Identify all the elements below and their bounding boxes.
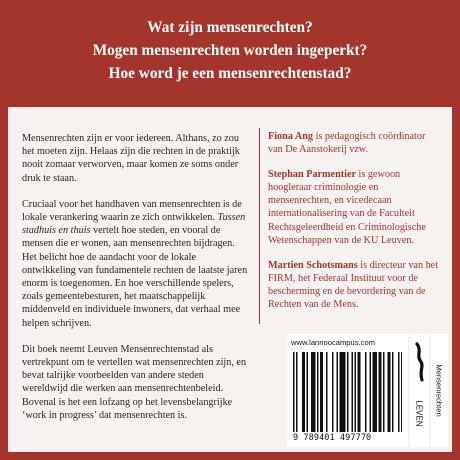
author-bio [268,168,442,247]
isbn-digits: 9 789401 497770 [293,433,372,443]
category-strip [431,334,448,447]
question-1: Wat zijn mensenrechten? [147,19,313,36]
author-bio [268,130,442,156]
author-description: is directeur van het FIRM, het Federaal Instituut voor de bescherming en de bevordering van de Rechten van de Mens. [268,259,439,311]
author-description: is pedagogisch coördinator van De Aanstokerij vzw. [268,131,426,156]
author-name: Martien Schotsmans [268,259,358,271]
barcode-box [287,334,408,447]
blurb-paragraph-2-rest: vertelt hoe steden, en vooral de mensen die er wonen, aan mensenrechten bijdragen. Het belicht hoe de aandacht voor de lokale ontwikkeling van fundamentele rechten de laatste jaren enorm is toegenomen. En hoe verschillende spelers, zoals gemeentebesturen, het maatschappelijk middenveld en individuele inwoners, dat verhaal mee helpen schrijven. [22,225,248,329]
publisher-series [410,388,429,438]
publisher-strip [410,334,429,447]
author-bio [268,259,442,311]
author-name: Fiona Ang [268,131,314,142]
question-banner [8,8,452,107]
blurb-paragraph-2 [22,198,249,330]
book-title: Tussen stadhuis en thuis [22,212,246,237]
blurb-paragraph-1: Mensenrechten zijn er voor iedereen. Althans, zo zou het moeten zijn. Helaas zijn die rechten in de praktijk nooit zomaar verworven, maar komen ze soms onder druk te staan. [22,133,240,184]
column-divider [259,128,260,324]
author-description: is gewoon hoogleraar criminologie en mensenrechten, en vicedecaan internationalisering van de Faculteit Rechtsgeleerdheid en Criminologische Wetenschappen van de KU Leuven. [268,169,426,246]
lannoocampus-logo-icon [414,342,425,382]
category-label: Mensenrechten [435,364,445,417]
blurb-paragraph-3: Dit boek neemt Leuven Mensenrechtenstad als vertrekpunt om te vertellen wat mensenrechten zijn, en bevat talrijke voorbeelden van andere steden wereldwijd die werken aan mensenrechtenbeleid. Bovenal is het een lofzang op het levensbelangrijke ‘work in progress’ dat mensenrechten is. [22,343,247,421]
question-3: Hoe word je een mensenrechtenstad? [108,65,352,82]
author-bios [268,130,442,323]
author-name: Stephan Parmentier [268,169,356,181]
blurb-column [22,132,249,435]
series-label: LEVEN [415,399,425,427]
blurb-paragraph-2-start: Cruciaal voor het handhaven van mensenrechten is de lokale verankering waarin ze zich ontwikkelen. [22,198,242,224]
barcode-icon [293,352,402,432]
question-2: Mogen mensenrechten worden ingeperkt? [92,42,368,59]
publisher-url: www.lannoocampus.com [291,338,375,347]
